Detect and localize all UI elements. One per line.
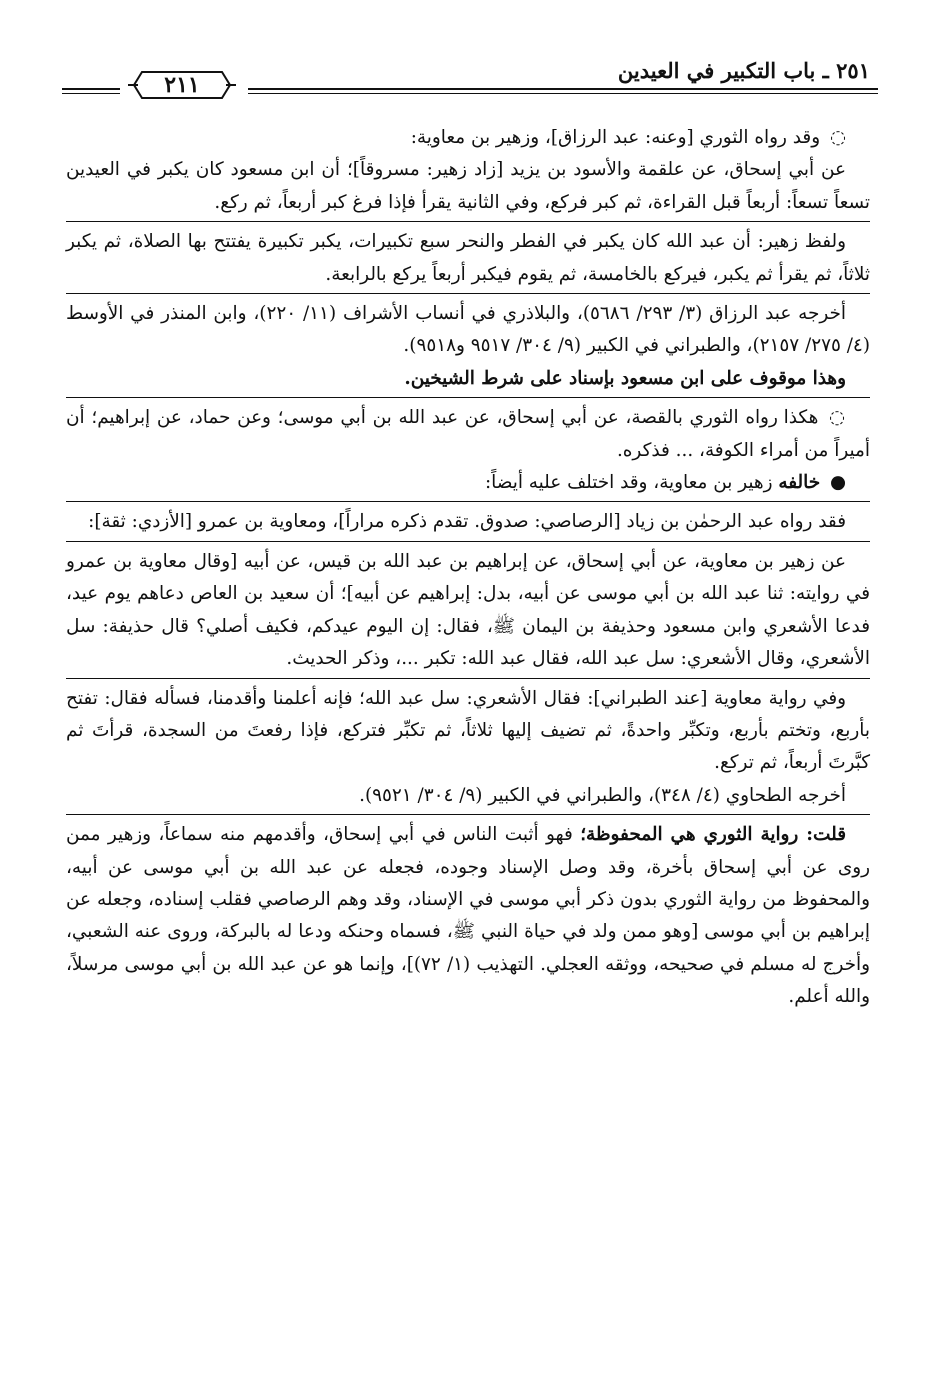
paragraph-text: أخرجه عبد الرزاق (٣/ ٢٩٣/ ٥٦٨٦)، والبلاذري في أنساب الأشراف (١١/ ٢٢٠)، وابن المنذر في الأوسط (٤/ ٢٧٥/ ٢١٥٧)، والطبراني في الكبير (٩/ ٣٠٤/ ٩٥١٧ و٩٥١٨). [66, 303, 870, 357]
paragraph-text: فهو أثبت الناس في أبي إسحاق، وأقدمهم منه سماعاً، وزهير ممن روى عن أبي إسحاق بأخرة، وقد وصل الإسناد وجوده، فجعله عن عبد الله بن أبي موسى عن أبيه، والمحفوظ من رواية الثوري بدون ذكر أبي موسى في الإسناد، وقد وهم الرصاصي فقلب إسناده، وجعله عن إبراهيم بن أبي موسى [وهو ممن ولد في حياة النبي ﷺ، فسماه وحنكه ودعا له بالبركة، وروى عنه الشعبي، وأخرج له مسلم في صحيحه، ووثقه العجلي. التهذيب (١/ ٧٢)]، وإنما هو عن عبد الله بن أبي موسى مرسلاً، والله أعلم. [66, 824, 870, 1008]
divider [66, 501, 870, 502]
paragraph-text: أخرجه الطحاوي (٤/ ٣٤٨)، والطبراني في الكبير (٩/ ٣٠٤/ ٩٥٢١). [359, 784, 846, 806]
paragraph-text: وهذا موقوف على ابن مسعود بإسناد على شرط الشيخين. [404, 367, 846, 389]
paragraph-12 [66, 819, 870, 1013]
lead-phrase: قلت: رواية الثوري هي المحفوظة؛ [580, 824, 846, 846]
chapter-title: ٢٥١ ـ باب التكبير في العيدين [617, 58, 870, 83]
header-rule [248, 88, 878, 94]
page-number: ٢١١ [164, 72, 200, 98]
paragraph-text: زهير بن معاوية، وقد اختلف عليه أيضاً: [484, 472, 773, 494]
page-number-frame [124, 66, 240, 104]
paragraph-text: عن أبي إسحاق، عن علقمة والأسود بن يزيد [زاد زهير: مسروقاً]؛ أن ابن مسعود كان يكبر في العيدين تسعاً تسعاً: أربعاً قبل القراءة، ثم كبر فركع، وفي الثانية يقرأ فإذا فرغ كبر أربعاً، ثم ركع. [66, 159, 870, 213]
paragraph-6 [66, 402, 870, 467]
divider [66, 397, 870, 398]
header-rule-left [62, 88, 120, 94]
paragraph-text: عن زهير بن معاوية، عن أبي إسحاق، عن إبراهيم بن عبد الله بن قيس، عن أبيه [وقال معاوية بن عمرو في روايته: ثنا عبد الله بن أبي موسى عن أبيه، بدل: إبراهيم عن أبيه]؛ أن سعيد بن العاص دعاهم يوم عيد، فدعا الأشعري وابن مسعود وحذيفة بن اليمان ﷺ، فقال: إن اليوم عيدكم، فكيف أصلي؟ قال حذيفة: سل الأشعري، وقال الأشعري: سل عبد الله، فقال عبد الله: تكبر ...، وذكر الحديث. [66, 550, 870, 670]
paragraph-text: ولفظ زهير: أن عبد الله كان يكبر في الفطر والنحر سبع تكبيرات، يكبر تكبيرة يفتتح بها الصلاة، ثم يكبر ثلاثاً، ثم يقرأ ثم يكبر، فيركع بالخامسة، ثم يقوم فيكبر أربعاً يركع بالرابعة. [66, 231, 870, 285]
paragraph-2 [66, 154, 870, 219]
ring-bullet-icon: ◌ [829, 127, 846, 148]
paragraph-11 [66, 780, 870, 812]
paragraph-3 [66, 226, 870, 291]
paragraph-10 [66, 683, 870, 780]
divider [66, 541, 870, 542]
paragraph-text: فقد رواه عبد الرحمٰن بن زياد [الرصاصي: صدوق. تقدم ذكره مراراً]، ومعاوية بن عمرو [الأزدي: ثقة]: [88, 511, 846, 533]
paragraph-9 [66, 546, 870, 676]
paragraph-1 [66, 122, 870, 154]
paragraph-text: وفي رواية معاوية [عند الطبراني]: فقال الأشعري: سل عبد الله؛ فإنه أعلمنا وأقدمنا، فسأله فقال: تفتح بأربع، وتختم بأربع، وتكبِّر واحدةً، ثم تضيف إليها ثلاثاً، ثم تكبِّر فتركع، فإذا رفعتَ من السجدة، قرأتَ ثم كبَّرتَ أربعاً، ثم تركع. [66, 687, 870, 774]
dot-bullet-icon: ● [829, 472, 846, 494]
divider [66, 814, 870, 815]
page-body [66, 122, 870, 1014]
paragraph-text: وقد رواه الثوري [وعنه: عبد الرزاق]، وزهير بن معاوية: [410, 127, 821, 148]
divider [66, 221, 870, 222]
paragraph-8 [66, 506, 870, 538]
page-header [62, 52, 878, 102]
paragraph-4 [66, 298, 870, 363]
lead-word: خالفه [778, 472, 821, 494]
divider [66, 678, 870, 679]
paragraph-text: هكذا رواه الثوري بالقصة، عن أبي إسحاق، عن عبد الله بن أبي موسى؛ وعن حماد، عن إبراهيم؛ أن أميراً من أمراء الكوفة، ... فذكره. [66, 407, 870, 461]
divider [66, 293, 870, 294]
paragraph-7 [66, 467, 870, 499]
ring-bullet-icon: ◌ [829, 407, 846, 429]
paragraph-5 [66, 363, 870, 395]
